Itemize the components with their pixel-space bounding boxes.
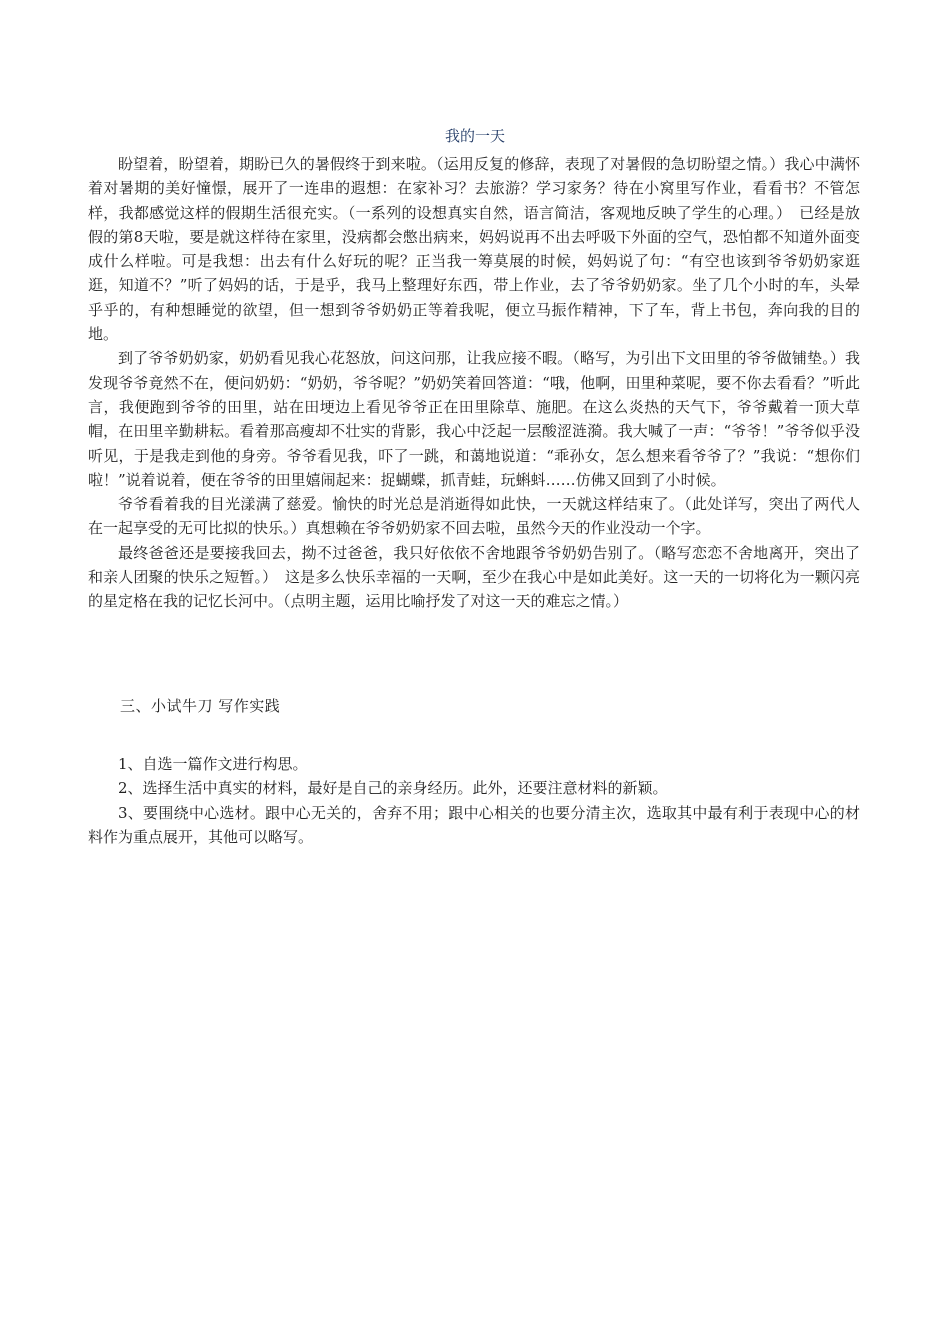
essay-paragraph-2: 到了爷爷奶奶家，奶奶看见我心花怒放，问这问那，让我应接不暇。（略写，为引出下文田里的爷爷做铺垫。）我发现爷爷竟然不在，便问奶奶：“奶奶，爷爷呢？”奶奶笑着回答道：“哦，他啊，田里种菜呢，要不你去看看？”听此言，我便跑到爷爷的田里，站在田埂边上看见爷爷正在田里除草、施肥。在这么炎热的天气下，爷爷戴着一顶大草帽，在田里辛勤耕耘。看着那高瘦却不壮实的背影，我心中泛起一层酸涩涟漪。我大喊了一声：“爷爷！”爷爷似乎没听见，于是我走到他的身旁。爷爷看见我，吓了一跳，和蔼地说道：“乖孙女，怎么想来看爷爷了？”我说：“想你们啦！”说着说着，便在爷爷的田里嬉闹起来：捉蝴蝶，抓青蛙，玩蝌蚪……仿佛又回到了小时候。 [88, 349, 860, 489]
practice-item-1: 1、自选一篇作文进行构思。 [118, 755, 308, 773]
essay-body [88, 152, 860, 614]
practice-list [88, 752, 860, 849]
essay-paragraph-3: 爷爷看着我的目光漾满了慈爱。愉快的时光总是消逝得如此快，一天就这样结束了。（此处详写，突出了两代人在一起享受的无可比拟的快乐。）真想赖在爷爷奶奶家不回去啦，虽然今天的作业没动一个字。 [88, 495, 860, 538]
section-heading: 三、小试牛刀 写作实践 [120, 697, 281, 715]
essay-paragraph-1: 盼望着，盼望着，期盼已久的暑假终于到来啦。（运用反复的修辞，表现了对暑假的急切盼望之情。）我心中满怀着对暑期的美好憧憬，展开了一连串的遐想：在家补习？去旅游？学习家务？待在小窝里写作业，看看书？不管怎样，我都感觉这样的假期生活很充实。（一系列的设想真实自然，语言简洁，客观地反映了学生的心理。） 已经是放假的第8天啦，要是就这样待在家里，没病都会憋出病来，妈妈说再不出去呼吸下外面的空气，恐怕都不知道外面变成什么样啦。可是我想：出去有什么好玩的呢？正当我一筹莫展的时候，妈妈说了句：“有空也该到爷爷奶奶家逛逛，知道不？”听了妈妈的话，于是乎，我马上整理好东西，带上作业，去了爷爷奶奶家。坐了几个小时的车，头晕乎乎的，有种想睡觉的欲望，但一想到爷爷奶奶正等着我呢，便立马振作精神，下了车，背上书包，奔向我的目的地。 [88, 155, 860, 344]
practice-item-2: 2、选择生活中真实的材料，最好是自己的亲身经历。此外，还要注意材料的新颖。 [118, 779, 668, 798]
practice-item-3: 3、要围绕中心选材。跟中心无关的，舍弃不用；跟中心相关的也要分清主次，选取其中最有利于表现中心的材料作为重点展开，其他可以略写。 [88, 803, 860, 846]
essay-title: 我的一天 [444, 127, 505, 145]
essay-paragraph-4: 最终爸爸还是要接我回去，拗不过爸爸，我只好依依不舍地跟爷爷奶奶告别了。（略写恋恋不舍地离开，突出了和亲人团聚的快乐之短暂。） 这是多么快乐幸福的一天啊，至少在我心中是如此美好。这一天的一切将化为一颗闪亮的星定格在我的记忆长河中。（点明主题，运用比喻抒发了对这一天的难忘之情。） [88, 543, 860, 611]
